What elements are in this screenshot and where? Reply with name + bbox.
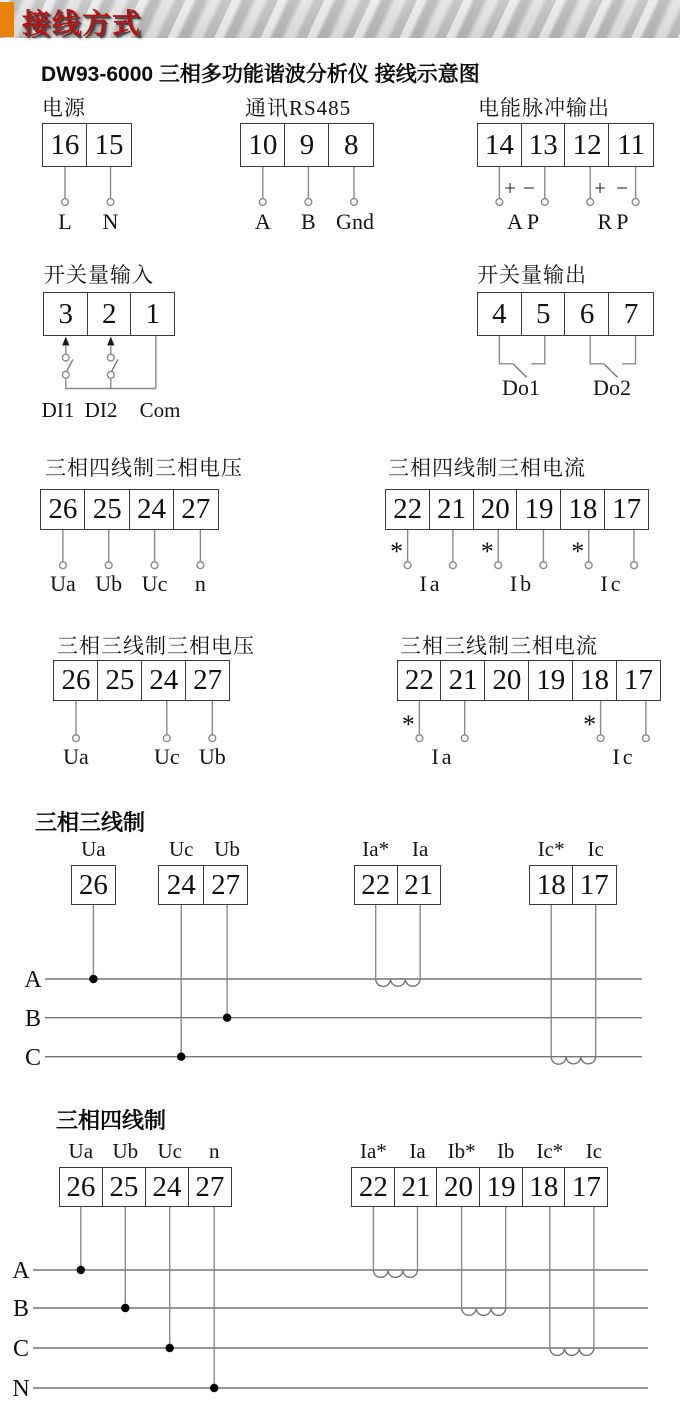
phase-label: Ub	[112, 1139, 139, 1163]
phase-label: n	[208, 1139, 220, 1163]
terminal-cell: 3	[43, 292, 88, 336]
terminal-cell: 27	[173, 489, 219, 530]
terminal-cell: 1	[130, 292, 175, 336]
terminal-label: N	[102, 209, 119, 234]
terminal-cell: 16	[42, 123, 88, 167]
terminal-cell: 4	[477, 292, 522, 336]
power-title: 电源	[42, 96, 86, 120]
terminal-label: RP	[597, 209, 633, 234]
wiring-4wire-title: 三相四线制	[56, 1108, 167, 1133]
terminal-label: Uc	[141, 571, 168, 596]
digital-output-title: 开关量输出	[477, 263, 587, 287]
terminal-cell: 18	[522, 1167, 566, 1207]
voltage-terminal-box	[59, 1167, 233, 1207]
ct-label: Ia*	[359, 1139, 387, 1163]
terminal-cell: 17	[604, 489, 649, 530]
voltage-3wire-title: 三相三线制三相电压	[57, 634, 255, 658]
terminal-cell: 19	[516, 489, 561, 530]
terminal-label: Ic	[600, 571, 624, 596]
terminal-cell: 6	[564, 292, 609, 336]
digital-input-switch-symbols	[62, 336, 156, 389]
terminal-cell: 21	[429, 489, 474, 530]
digital-output-terminal-block	[477, 292, 654, 336]
terminal-cell: 17	[564, 1167, 608, 1207]
phase-label: Ua	[81, 837, 106, 861]
terminal-label: DI1	[41, 398, 75, 422]
terminal-cell: 25	[84, 489, 130, 530]
terminal-label: AP	[506, 209, 544, 234]
ct-label: Ib	[496, 1139, 515, 1163]
terminal-cell: 11	[608, 123, 653, 167]
terminal-cell: 24	[129, 489, 175, 530]
current-4wire-terminal-block	[385, 489, 649, 530]
terminal-cell: 20	[484, 660, 529, 701]
bus-label-c: C	[12, 1336, 30, 1362]
diagram-subtitle: DW93-6000 三相多功能谐波分析仪 接线示意图	[41, 63, 480, 86]
terminal-label: Gnd	[336, 209, 374, 234]
terminal-cell: 13	[521, 123, 566, 167]
terminal-cell: 18	[560, 489, 605, 530]
terminal-label: Do1	[502, 375, 540, 400]
terminal-cell: 19	[479, 1167, 523, 1207]
terminal-cell: 22	[385, 489, 430, 530]
bus-label-c: C	[24, 1044, 42, 1071]
terminal-cell: 21	[440, 660, 485, 701]
terminal-cell: 21	[397, 865, 442, 905]
page-title: 接线方式	[22, 8, 143, 39]
ct-label: Ib*	[447, 1139, 476, 1163]
ct-label: Ic	[587, 837, 604, 861]
terminal-cell: 18	[529, 865, 574, 905]
pulse-terminal-block	[477, 123, 654, 167]
ct-label: Ia*	[362, 837, 390, 861]
terminal-cell: 26	[40, 489, 86, 530]
ct-polarity-star: *	[480, 537, 494, 566]
terminal-label: Do2	[593, 375, 631, 400]
comm-terminal-block	[240, 123, 374, 167]
terminal-cell: 20	[473, 489, 518, 530]
phase-label: Uc	[157, 1139, 182, 1163]
power-terminal-block	[42, 123, 132, 167]
terminal-cell: 22	[354, 865, 399, 905]
terminal-cell: 25	[102, 1167, 147, 1207]
terminal-cell: 20	[436, 1167, 480, 1207]
ct-coil-ib	[462, 1308, 506, 1315]
terminal-cell: 24	[141, 660, 186, 701]
terminal-label: Ic	[612, 744, 636, 769]
ct-label: Ia	[412, 837, 429, 861]
bus-label-a: A	[24, 967, 42, 993]
terminal-cell: 15	[86, 123, 132, 167]
terminal-label: B	[301, 209, 316, 234]
row4-wires	[73, 701, 650, 742]
terminal-box-ua	[71, 865, 117, 905]
terminal-cell: 17	[572, 865, 617, 905]
phase-label: Ua	[68, 1139, 94, 1163]
digital-input-title: 开关量输入	[44, 263, 154, 287]
digital-output-relay-symbols	[499, 336, 635, 377]
ct-label: Ia	[409, 1139, 426, 1163]
row1-wires	[62, 167, 639, 205]
current-4wire-title: 三相四线制三相电流	[388, 456, 586, 480]
voltage-4wire-terminal-block	[40, 489, 219, 530]
ct-polarity-star: *	[583, 710, 597, 739]
pulse-title: 电能脉冲输出	[478, 96, 610, 120]
terminal-cell: 25	[97, 660, 142, 701]
terminal-label: n	[194, 571, 206, 596]
wiring-3wire-lines	[45, 905, 642, 1064]
terminal-label: Ua	[50, 571, 76, 596]
terminal-cell: 2	[87, 292, 132, 336]
terminal-cell: 22	[397, 660, 442, 701]
terminal-cell: 24	[145, 1167, 190, 1207]
ct-coil-ia	[373, 1270, 417, 1277]
terminal-cell: 5	[521, 292, 566, 336]
terminal-label: Uc	[153, 744, 180, 769]
wiring-4wire-lines	[33, 1207, 648, 1392]
terminal-box-ia	[354, 865, 442, 905]
terminal-label: Ua	[63, 744, 89, 769]
terminal-cell: 26	[59, 1167, 104, 1207]
minus-sign: −	[616, 176, 628, 200]
terminal-box-ic	[529, 865, 617, 905]
terminal-cell: 10	[240, 123, 286, 167]
ct-coil-ia	[376, 979, 420, 986]
terminal-label: Ib	[509, 571, 535, 596]
terminal-cell: 26	[71, 865, 117, 905]
terminal-label: Ub	[95, 571, 123, 596]
ct-label: Ic*	[536, 1139, 564, 1163]
bus-label-n: N	[12, 1376, 30, 1402]
bus-label-b: B	[24, 1005, 42, 1032]
terminal-cell: 8	[328, 123, 374, 167]
terminal-label: Com	[139, 398, 181, 422]
terminal-label: Ia	[419, 571, 443, 596]
terminal-cell: 7	[608, 292, 653, 336]
terminal-cell: 21	[394, 1167, 438, 1207]
current-3wire-terminal-block	[397, 660, 661, 701]
terminal-cell: 27	[185, 660, 230, 701]
terminal-cell: 12	[564, 123, 609, 167]
terminal-box-uc-ub	[158, 865, 248, 905]
terminal-cell: 27	[188, 1167, 233, 1207]
ct-label: Ic*	[537, 837, 565, 861]
ct-label: Ic	[585, 1139, 603, 1163]
row3-wires	[60, 530, 638, 569]
terminal-label: Ub	[198, 744, 226, 769]
bus-label-b: B	[12, 1296, 30, 1322]
terminal-cell: 24	[158, 865, 204, 905]
digital-input-terminal-block	[43, 292, 175, 336]
wiring-3wire-title: 三相三线制	[35, 810, 146, 835]
phase-label: Ub	[214, 837, 240, 861]
ct-coil-ic	[550, 1348, 594, 1355]
bus-label-a: A	[12, 1258, 30, 1284]
comm-title: 通讯RS485	[245, 96, 352, 120]
terminal-label: Ia	[431, 744, 455, 769]
plus-sign: +	[594, 176, 606, 200]
terminal-cell: 14	[477, 123, 522, 167]
plus-sign: +	[504, 176, 516, 200]
terminal-cell: 27	[203, 865, 249, 905]
terminal-cell: 26	[53, 660, 98, 701]
current-3wire-title: 三相三线制三相电流	[400, 634, 598, 658]
ct-polarity-star: *	[390, 537, 404, 566]
minus-sign: −	[523, 176, 535, 200]
phase-label: Uc	[168, 837, 194, 861]
terminal-label: L	[58, 209, 72, 234]
voltage-4wire-title: 三相四线制三相电压	[45, 456, 243, 480]
voltage-3wire-terminal-block	[53, 660, 230, 701]
current-terminal-box	[351, 1167, 608, 1207]
terminal-label: A	[254, 209, 271, 234]
ct-coil-ic	[551, 1057, 596, 1064]
terminal-cell: 18	[572, 660, 617, 701]
ct-polarity-star: *	[571, 537, 585, 566]
ct-polarity-star: *	[401, 710, 415, 739]
terminal-cell: 17	[616, 660, 661, 701]
terminal-cell: 9	[284, 123, 330, 167]
terminal-label: DI2	[84, 398, 118, 422]
terminal-cell: 19	[528, 660, 573, 701]
terminal-cell: 22	[351, 1167, 395, 1207]
